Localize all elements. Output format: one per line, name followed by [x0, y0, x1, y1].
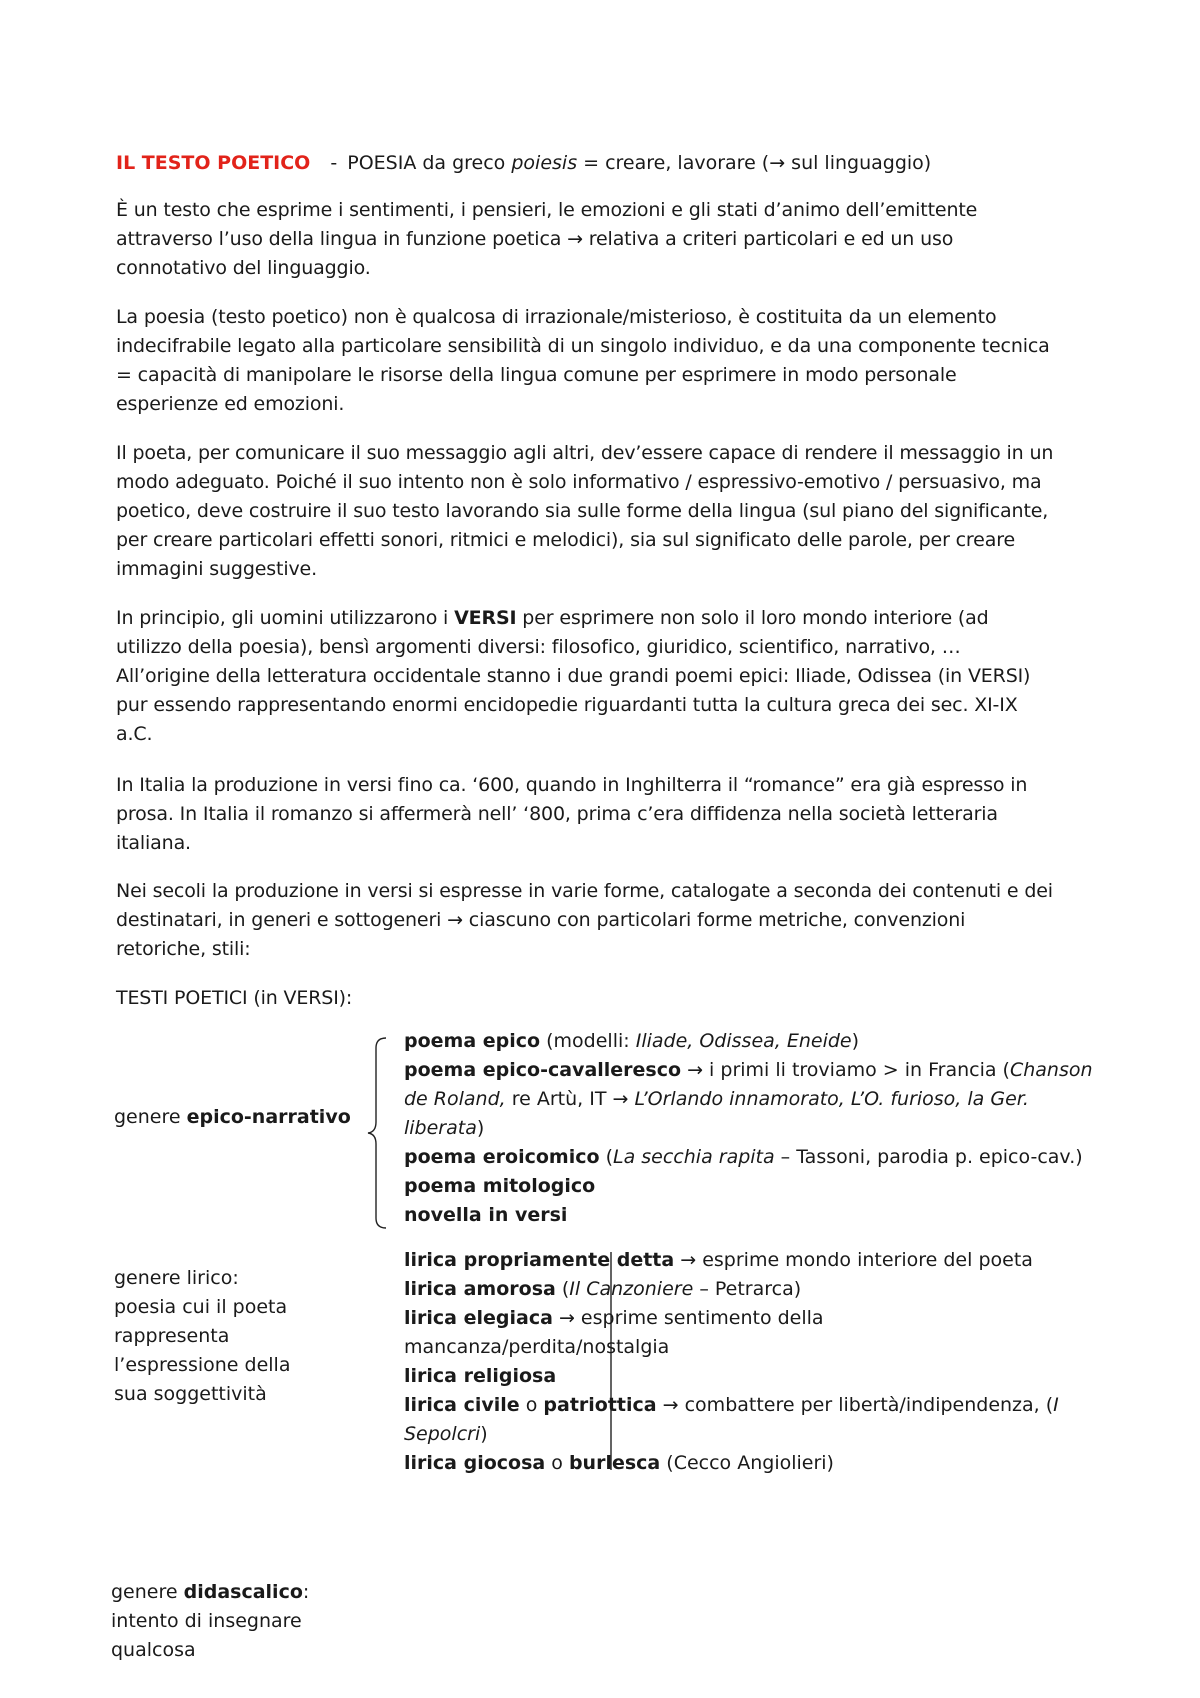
versi-post: per esprimere non solo il loro mondo interiore (ad utilizzo della poesia), bensì argomenti diversi: filosofico, giuridico, scientifico, narrativo, … All’origine della letteratura occidentale stanno i due grandi poemi epici: Iliade, Odissea (in VERSI) pur essendo rappresentando enormi encidopedie riguardanti tutta la cultura greca dei sec. XI-IX a.C. [116, 607, 1031, 745]
list-item-lirica-giocosa: lirica giocosa o burlesca (Cecco Angiolieri) [404, 1452, 834, 1474]
paragraph-definition: È un testo che esprime i sentimenti, i pensieri, le emozioni e gli stati d’animo dell’emittente attraverso l’uso della lingua in funzione poetica → relativa a criteri particolari e ed un uso connotativo del linguaggio. [116, 199, 978, 279]
genere-didascalico-label [111, 1578, 361, 1665]
genere-epico-label-bold: epico-narrativo [186, 1106, 351, 1128]
paragraph-poesia: La poesia (testo poetico) non è qualcosa di irrazionale/misterioso, è costituita da un elemento indecifrabile legato alla particolare sensibilità di un singolo individuo, e da una componente tecnica = capacità di manipolare le risorse della lingua comune per esprimere in modo personale esperienze ed emozioni. [116, 306, 1050, 415]
genere-didascalico-post: : intento di insegnare qualcosa [111, 1581, 310, 1661]
list-item-poema-mitologico: poema mitologico [404, 1175, 596, 1197]
list-item-lirica-propriamente-detta: lirica propriamente detta → esprime mondo interiore del poeta [404, 1249, 1033, 1271]
list-item-poema-cavalleresco: poema epico-cavalleresco → i primi li troviamo > in Francia (Chanson de Roland, re Artù, IT → L’Orlando innamorato, L’O. furioso, la Ger. liberata) [404, 1059, 1093, 1139]
list-item-lirica-elegiaca: lirica elegiaca → esprime sentimento della mancanza/perdita/nostalgia [404, 1307, 824, 1358]
paragraph-versi [116, 604, 1106, 749]
paragraph-secoli: Nei secoli la produzione in versi si espresse in varie forme, catalogate a seconda dei contenuti e dei destinatari, in generi e sottogeneri → ciascuno con particolari forme metriche, convenzioni retoriche, stili: [116, 880, 1053, 960]
title-definition-italic: poiesis [511, 152, 578, 174]
title-definition-post: = creare, lavorare (→ sul linguaggio) [577, 152, 932, 174]
title-line [116, 149, 931, 178]
title-definition-pre: POESIA da greco [347, 152, 512, 174]
genere-didascalico-pre: genere [111, 1581, 184, 1603]
genere-epico-label-pre: genere [114, 1106, 187, 1128]
list-item-lirica-civile: lirica civile o patriottica → combattere per libertà/indipendenza, (I Sepolcri) [404, 1394, 1059, 1445]
genere-epico-label [114, 1103, 364, 1132]
document-title: IL TESTO POETICO [116, 152, 311, 174]
paragraph-testi-poetici: TESTI POETICI (in VERSI): [116, 987, 353, 1009]
list-item-poema-eroicomico: poema eroicomico (La secchia rapita – Tassoni, parodia p. epico-cav.) [404, 1146, 1083, 1168]
versi-pre: In principio, gli uomini utilizzarono i [116, 607, 455, 629]
list-epico [404, 1027, 1104, 1230]
versi-bold: VERSI [454, 607, 517, 629]
paragraph-italia: In Italia la produzione in versi fino ca. ‘600, quando in Inghilterra il “romance” era già espresso in prosa. In Italia il romanzo si affermerà nell’ ‘800, prima c’era diffidenza nella società letteraria italiana. [116, 774, 1028, 854]
list-item-lirica-amorosa: lirica amorosa (Il Canzoniere – Petrarca) [404, 1278, 802, 1300]
paragraph-poeta: Il poeta, per comunicare il suo messaggio agli altri, dev’essere capace di rendere il messaggio in un modo adeguato. Poiché il suo intento non è solo informativo / espressivo-emotivo / persuasivo, ma poetico, deve costruire il suo testo lavorando sia sulle forme della lingua (sul piano del significante, per creare particolari effetti sonori, ritmici e melodici), sia sul significato delle parole, per creare immagini suggestive. [116, 442, 1054, 580]
brace-epico [366, 1036, 396, 1230]
list-item-lirica-religiosa: lirica religiosa [404, 1365, 557, 1387]
list-lirico [404, 1246, 1104, 1478]
list-item-novella-in-versi: novella in versi [404, 1204, 568, 1226]
title-separator: - [330, 152, 338, 174]
genere-lirico-label: genere lirico: poesia cui il poeta rappresenta l’espressione della sua soggettività [114, 1267, 291, 1405]
list-item-poema-epico: poema epico (modelli: Iliade, Odissea, Eneide) [404, 1030, 860, 1052]
genere-didascalico-bold: didascalico [183, 1581, 303, 1603]
